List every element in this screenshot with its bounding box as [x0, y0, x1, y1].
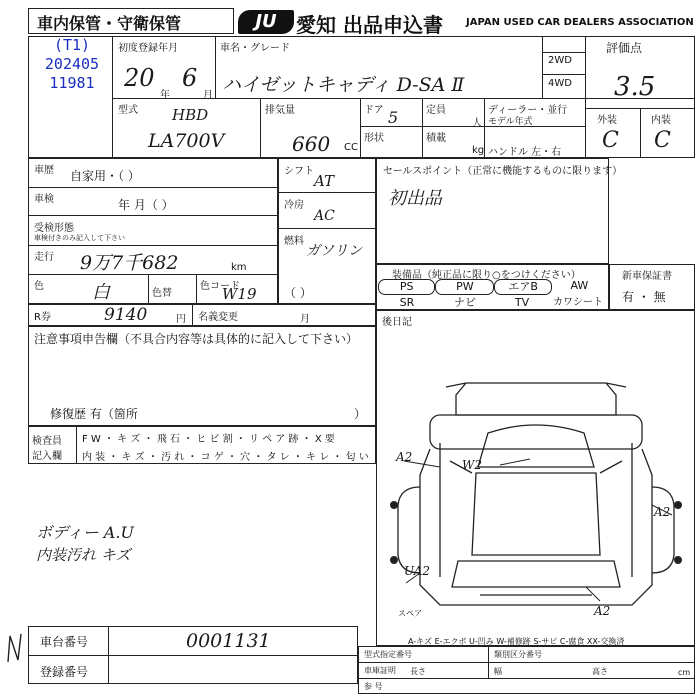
association-name: JAPAN USED CAR DEALERS ASSOCIATION: [466, 17, 694, 28]
spare-label: スペア: [398, 609, 422, 618]
storage-label-box: [28, 8, 234, 34]
diagram-mark-ua2: UA2: [404, 564, 431, 578]
color-change-label: 色替: [152, 288, 172, 299]
exterior-label: 外装: [597, 115, 617, 126]
reg-month-unit: 月: [203, 90, 213, 101]
fuel-label: 燃料: [284, 236, 304, 247]
dealer-import-label: ディーラー・並行: [488, 105, 568, 116]
first-registration-label: 初度登録年月: [118, 43, 178, 54]
equipment-grid: [378, 279, 607, 309]
chassis-label: 車台番号: [40, 635, 89, 649]
reg-year-value: 20: [124, 64, 155, 92]
chassis-value: 0001131: [186, 630, 271, 652]
capacity-unit: 人: [472, 118, 482, 129]
car-name-value: ハイゼットキャディ D-SA Ⅱ: [222, 74, 465, 96]
dims-garage: 車庫証明: [364, 666, 396, 675]
diagram-mark-w2: W2: [462, 458, 482, 472]
dims-height: 高さ: [592, 667, 608, 676]
dims-class-number: 類別区分番号: [494, 650, 542, 659]
entry-field-label: 記入欄: [32, 451, 62, 462]
stamp-line-3: 11981: [49, 74, 95, 92]
mileage-value: 9万7千682: [80, 252, 179, 274]
damage-legend: A-キズ E-エクボ U-凹み W-補修跡 S-サビ C-腐食 XX-交換済: [408, 637, 625, 646]
reg-year-unit: 年: [160, 90, 170, 101]
repair-history-close: ）: [354, 407, 367, 421]
fuel-value: ガソリン: [306, 243, 362, 259]
note-line-1: ボディー A.U: [36, 523, 134, 542]
model-value: LA700V: [148, 130, 225, 152]
load-unit: kg: [472, 145, 485, 156]
ju-logo-text: JU: [255, 11, 277, 32]
capacity-label: 定員: [426, 105, 446, 116]
mileage-unit: km: [231, 262, 247, 273]
storage-label: 車内保管・守衛保管: [37, 14, 182, 33]
dims-cm-unit: cm: [678, 668, 691, 677]
cooler-label: 冷房: [284, 200, 304, 211]
color-value: 白: [92, 282, 110, 303]
equip-tv: TV: [514, 296, 530, 309]
receipt-label: 受検形態: [34, 223, 74, 234]
doors-value: 5: [388, 108, 399, 127]
drive-2wd: 2WD: [548, 55, 572, 66]
equip-sr: SR: [399, 296, 415, 309]
name-change-month: 月: [300, 314, 310, 325]
dims-length: 長さ: [410, 667, 426, 676]
dims-spec-number: 型式指定番号: [364, 650, 412, 659]
reg-month-value: 6: [182, 64, 198, 92]
dims-width: 幅: [494, 667, 502, 676]
doors-label: ドア: [364, 105, 384, 116]
mileage-label: 走行: [34, 252, 54, 263]
sales-point-label: セールスポイント（正常に機能するものに限ります）: [383, 166, 623, 177]
displacement-unit: CC: [344, 142, 358, 153]
evaluation-value: 3.5: [614, 72, 656, 102]
warranty-choice: 有 ・ 無: [622, 290, 666, 304]
registration-label: 登録番号: [40, 665, 89, 679]
equip-ps: PS: [378, 279, 435, 295]
form-title: 愛知 出品申込書: [296, 13, 443, 37]
stamp-line-2: 202405: [44, 55, 100, 73]
stamp-line-1: (T1): [53, 36, 91, 54]
equipment-label: 装備品（純正品に限り○をつけください）: [392, 270, 581, 281]
handle-label: ハンドル 左・右: [488, 147, 562, 158]
evaluation-label: 評価点: [606, 41, 643, 55]
later-date-label: 後日記: [382, 317, 412, 328]
repair-history-label: 修復歴 有（箇所: [50, 407, 138, 421]
equip-navi: ナビ: [454, 296, 476, 309]
equip-seat: カワシート: [553, 297, 603, 308]
equip-airbag: エアB: [494, 279, 551, 295]
interior-grade-value: C: [654, 128, 671, 153]
exterior-grade-value: C: [602, 128, 619, 153]
load-label: 積載: [426, 133, 446, 144]
shift-value: AT: [314, 172, 335, 190]
car-name-label: 車名・グレード: [220, 43, 290, 54]
displacement-label: 排気量: [265, 105, 295, 116]
history-value: 自家用・（ ）: [70, 169, 140, 183]
fw-row: F W ・ キ ズ ・ 飛 石 ・ ヒ ビ 割 ・ リ ペ ア 跡 ・ X 要: [82, 434, 335, 445]
equip-aw: AW: [570, 279, 589, 292]
name-change-label: 名義変更: [198, 312, 238, 323]
cooler-value: AC: [314, 208, 335, 224]
diagram-mark-a2-right: A2: [654, 505, 671, 519]
inspector-label: 検査員: [32, 436, 62, 447]
history-label: 車歴: [34, 165, 54, 176]
margin-mark: [4, 628, 24, 668]
interior-label: 内装: [651, 115, 671, 126]
sales-point-value: 初出品: [388, 188, 442, 209]
notes-title: 注意事項申告欄（不具合内容等は具体的に記入して下さい）: [34, 332, 359, 346]
dims-bottom-row: 参 号: [364, 682, 383, 691]
inspection-value: 年 月（ ）: [118, 198, 174, 212]
equip-pw: PW: [435, 279, 494, 295]
displacement-value: 660: [292, 132, 331, 156]
ju-logo: [238, 10, 294, 34]
model-prefix-value: HBD: [172, 106, 209, 124]
interior-row: 内 装 ・ キ ズ ・ 汚 れ ・ コ ゲ ・ 穴 ・ タ レ ・ キ レ ・ 匂 い: [82, 452, 369, 463]
model-label: 型式: [118, 105, 138, 116]
note-line-2: 内装汚れ キズ: [36, 546, 131, 564]
drive-4wd: 4WD: [548, 78, 572, 89]
inspection-label: 車検: [34, 194, 54, 205]
diagram-mark-a2-left: A2: [396, 450, 413, 464]
r-ticket-label: R券: [34, 312, 51, 323]
shift-label: シフト: [284, 166, 314, 177]
receipt-note: 車検付きのみ記入して下さい: [34, 234, 125, 242]
r-ticket-unit: 円: [176, 314, 186, 325]
model-year-label: モデル年式: [488, 117, 533, 127]
vehicle-info-frame: [28, 36, 695, 158]
color-label: 色: [34, 281, 44, 292]
shape-label: 形状: [364, 133, 384, 144]
warranty-label: 新車保証書: [622, 271, 672, 282]
color-code-value: W19: [222, 285, 257, 303]
diagram-mark-a2-bottom: A2: [594, 604, 611, 618]
r-ticket-value: 9140: [104, 305, 148, 325]
fuel-paren: （ ）: [284, 286, 312, 300]
color-code-label: 色コード: [200, 281, 240, 292]
